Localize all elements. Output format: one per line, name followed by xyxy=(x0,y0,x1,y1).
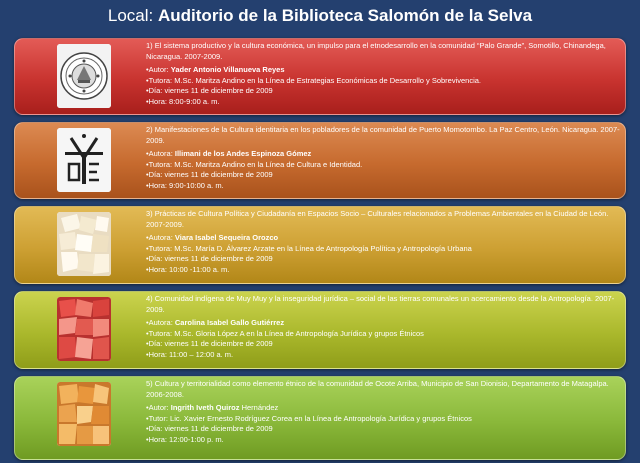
card-1-title: 1) El sistema productivo y la cultura económica, un impulso para el etnodesarrollo en la comunidad “Palo Grande”, Somotillo, Chinandega, Nicaragua. 2007-2009. xyxy=(146,41,606,61)
candy-photo-white xyxy=(57,212,111,276)
card-3-time: •Hora: 10:00 -11:00 a. m. xyxy=(146,264,230,274)
card-4-time: •Hora: 11:00 – 12:00 a. m. xyxy=(146,349,234,359)
anthropology-emblem-image xyxy=(57,128,111,192)
presentation-card-4 xyxy=(14,291,626,369)
card-2-author: Illimani de los Andes Espinoza Gómez xyxy=(174,149,312,159)
card-3-title: 3) Prácticas de Cultura Política y Ciudadanía en Espacios Socio – Culturales relacionados a Problemas Ambientales en la Ciudad de León. 2007-2009. xyxy=(146,209,609,229)
card-2-date: •Día: viernes 11 de diciembre de 2009 xyxy=(146,170,273,180)
title-label: Local: xyxy=(107,6,154,25)
card-2-tutor: •Tutora: M.Sc. Maritza Andino en la Línea de Cultura e Identidad. xyxy=(146,159,363,169)
card-1-text xyxy=(146,41,624,108)
card-1-author: Yader Antonio Villanueva Reyes xyxy=(170,65,285,75)
card-2-author-label: •Autora: xyxy=(146,149,175,159)
presentation-card-3 xyxy=(14,206,626,284)
card-5-time: •Hora: 12:00-1:00 p. m. xyxy=(146,434,224,444)
card-4-date: •Día: viernes 11 de diciembre de 2009 xyxy=(146,339,273,349)
card-5-author-label: •Autor: xyxy=(146,403,171,413)
card-3-date: •Día: viernes 11 de diciembre de 2009 xyxy=(146,254,273,264)
card-5-author: Ingrith Iveth Quiroz xyxy=(170,403,240,413)
title-venue: Auditorio de la Biblioteca Salomón de la Selva xyxy=(158,6,533,25)
card-4-author-label: •Autora: xyxy=(146,318,175,328)
card-3-tutor: •Tutora: M.Sc. María D. Álvarez Arzate en la Línea de Antropología Política y Antropología Urbana xyxy=(146,243,472,253)
card-5-title: 5) Cultura y territorialidad como elemento étnico de la comunidad de Ocote Arriba, Municipio de San Dionisio, Departamento de Matagalpa. 2006-2008. xyxy=(146,379,609,399)
university-seal-image xyxy=(57,44,111,108)
card-5-date: •Día: viernes 11 de diciembre de 2009 xyxy=(146,424,273,434)
card-5-tutor: •Tutor: Lic. Xavier Ernesto Rodríguez Corea en la Línea de Antropología Jurídica y grupos Étnicos xyxy=(146,413,472,423)
card-4-author-line xyxy=(146,318,624,329)
card-1-time: •Hora: 8:00-9:00 a. m. xyxy=(146,96,220,106)
card-2-time: •Hora: 9:00-10:00 a. m. xyxy=(146,180,224,190)
candy-photo-red xyxy=(57,297,111,361)
candy-photo-orange xyxy=(57,382,111,446)
card-3-author: Viara Isabel Sequeira Orozco xyxy=(174,233,279,243)
card-4-tutor: •Tutora: M.Sc. Gloria López A en la Línea de Antropología Jurídica y grupos Étnicos xyxy=(146,328,424,338)
card-5-text xyxy=(146,379,624,446)
card-1-date: •Día: viernes 11 de diciembre de 2009 xyxy=(146,86,273,96)
card-3-text xyxy=(146,209,624,276)
card-2-author-line xyxy=(146,149,624,160)
presentation-card-1 xyxy=(14,38,626,115)
card-3-author-line xyxy=(146,233,624,244)
card-4-text xyxy=(146,294,624,361)
card-1-author-line xyxy=(146,65,624,76)
card-2-title: 2) Manifestaciones de la Cultura identitaria en los pobladores de la comunidad de Puerto Momotombo. La Paz Centro, León. Nicaragua. 2007-2009. xyxy=(146,125,620,145)
presentation-card-5 xyxy=(14,376,626,460)
page-title xyxy=(0,5,640,27)
card-1-tutor: •Tutora: M.Sc. Maritza Andino en la Línea de Estrategias Económicas de Desarrollo y Sobrevivencia. xyxy=(146,75,482,85)
card-5-author-line xyxy=(146,403,624,414)
presentation-card-2 xyxy=(14,122,626,199)
card-1-author-label: •Autor: xyxy=(146,65,171,75)
card-2-text xyxy=(146,125,624,192)
card-5-author-suffix: Hernández xyxy=(239,403,279,413)
card-3-author-label: •Autora: xyxy=(146,233,175,243)
card-4-title: 4) Comunidad indígena de Muy Muy y la inseguridad jurídica – social de las tierras comunales un acercamiento desde la Antropología. 2007-2009. xyxy=(146,294,615,314)
card-4-author: Carolina Isabel Gallo Gutiérrez xyxy=(174,318,285,328)
